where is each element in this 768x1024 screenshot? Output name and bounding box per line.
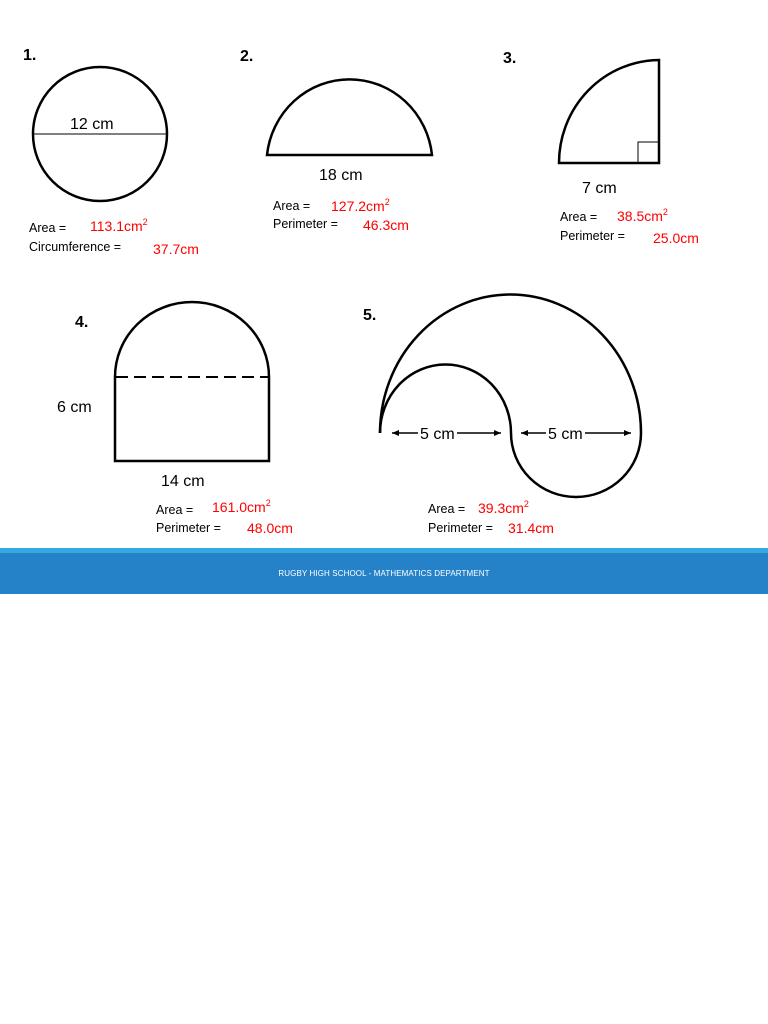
problem-3-number: 3. <box>503 50 517 67</box>
problem-4-perimeter-value: 48.0cm <box>247 520 293 536</box>
problem-3-area-value: $38.5cm^2$ <box>617 207 668 224</box>
footer-text: RUGBY HIGH SCHOOL - MATHEMATICS DEPARTMENT <box>278 569 490 578</box>
problem-5-number: 5. <box>363 307 377 324</box>
problem-3-radius-label: 7 cm <box>582 180 617 197</box>
problem-5-area-value: $39.3cm^2$ <box>478 499 529 516</box>
problem-3-perimeter-value: 25.0cm <box>653 230 699 246</box>
problem-1-circumference-label: Circumference = <box>29 240 122 254</box>
problem-1-circumference-value: 37.7cm <box>153 241 199 257</box>
problem-1-number: 1. <box>23 47 37 64</box>
problem-5-right-radius-label: 5 cm <box>548 426 583 443</box>
problem-5-perimeter-label: Perimeter = <box>428 521 493 535</box>
problem-4-number: 4. <box>75 314 89 331</box>
problem-4-width-label: 14 cm <box>161 473 205 490</box>
problem-2-diameter-label: 18 cm <box>319 167 363 184</box>
problem-2-area-value: $127.2cm^2$ <box>331 197 390 214</box>
problem-2-area-label: Area = <box>273 199 311 213</box>
problem-1-area-value: $113.1cm^2$ <box>90 217 148 234</box>
problem-2-number: 2. <box>240 48 254 65</box>
problem-4-area-value: $161.0cm^2$ <box>212 498 271 515</box>
problem-4-perimeter-label: Perimeter = <box>156 521 221 535</box>
problem-3-perimeter-label: Perimeter = <box>560 229 625 243</box>
problem-2-perimeter-label: Perimeter = <box>273 217 338 231</box>
problem-2-perimeter-value: 46.3cm <box>363 217 409 233</box>
problem-5-area-label: Area = <box>428 502 466 516</box>
problem-1-diameter-label: 12 cm <box>70 116 114 133</box>
problem-4-area-label: Area = <box>156 503 194 517</box>
footer-bar <box>0 553 768 594</box>
problem-4-height-label: 6 cm <box>57 399 92 416</box>
problem-1-area-label: Area = <box>29 221 67 235</box>
inner-small-arc <box>380 364 511 433</box>
problem-5-perimeter-value: 31.4cm <box>508 520 554 536</box>
problem-3-area-label: Area = <box>560 210 598 224</box>
problem-5-left-radius-label: 5 cm <box>420 426 455 443</box>
outer-large-arc <box>380 295 641 433</box>
